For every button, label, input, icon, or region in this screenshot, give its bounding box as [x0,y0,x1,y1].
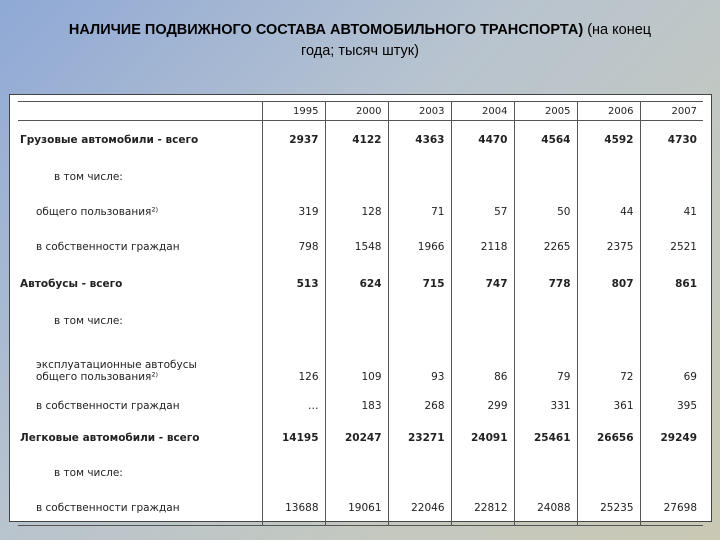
cell: 93 [388,339,451,391]
cell [451,303,514,339]
header-blank [18,102,262,121]
cell: 513 [262,265,325,303]
cell: 14195 [262,421,325,455]
cell: 24091 [451,421,514,455]
cell: 361 [577,391,640,421]
year-header: 2007 [640,102,703,121]
cell: 71 [388,194,451,230]
cell [325,160,388,194]
row-label: Автобусы - всего [20,277,123,290]
table-row [18,303,703,339]
year-header: 2003 [388,102,451,121]
table-row [18,421,703,455]
cell: 747 [451,265,514,303]
table-row [18,160,703,194]
cell: 4122 [325,121,388,160]
year-header: 1995 [262,102,325,121]
cell: 624 [325,265,388,303]
cell: 72 [577,339,640,391]
cell: 25235 [577,491,640,526]
row-label: в том числе: [54,314,123,327]
year-header: 2004 [451,102,514,121]
data-table [18,101,703,526]
cell: … [262,391,325,421]
cell: 1548 [325,230,388,265]
row-label: Легковые автомобили - всего [20,431,200,444]
cell: 79 [514,339,577,391]
cell [325,303,388,339]
table-sheet [9,94,712,522]
cell [640,455,703,491]
cell: 44 [577,194,640,230]
cell: 319 [262,194,325,230]
cell [388,160,451,194]
cell [577,303,640,339]
cell [262,455,325,491]
table-row [18,230,703,265]
cell [514,455,577,491]
cell [514,160,577,194]
row-label: общего пользования²⁾ [36,205,159,218]
year-header: 2000 [325,102,388,121]
cell: 126 [262,339,325,391]
cell: 86 [451,339,514,391]
cell: 109 [325,339,388,391]
cell: 4363 [388,121,451,160]
cell: 395 [640,391,703,421]
cell: 4592 [577,121,640,160]
cell: 4730 [640,121,703,160]
cell: 22812 [451,491,514,526]
cell: 331 [514,391,577,421]
cell: 798 [262,230,325,265]
cell: 27698 [640,491,703,526]
cell: 2937 [262,121,325,160]
cell [388,303,451,339]
table-row [18,265,703,303]
cell: 57 [451,194,514,230]
row-label: в том числе: [54,466,123,479]
cell: 4470 [451,121,514,160]
cell: 715 [388,265,451,303]
title-subtitle: (на конец года; тысяч штук) [301,22,652,59]
cell: 19061 [325,491,388,526]
table-row [18,194,703,230]
table-row [18,121,703,160]
cell: 23271 [388,421,451,455]
cell: 1966 [388,230,451,265]
table-row [18,391,703,421]
cell [451,455,514,491]
cell [514,303,577,339]
header-row [18,102,703,121]
cell: 2375 [577,230,640,265]
cell [262,160,325,194]
row-label: в собственности граждан [36,241,180,253]
cell: 25461 [514,421,577,455]
cell: 13688 [262,491,325,526]
year-header: 2006 [577,102,640,121]
title-bold: НАЛИЧИЕ ПОДВИЖНОГО СОСТАВА АВТОМОБИЛЬНОГО ТРАНСПОРТА) [68,22,584,38]
cell: 2265 [514,230,577,265]
cell [577,160,640,194]
cell [577,455,640,491]
cell: 268 [388,391,451,421]
cell: 20247 [325,421,388,455]
page-title [60,20,660,62]
cell: 4564 [514,121,577,160]
row-label: в собственности граждан [18,491,262,526]
cell: 128 [325,194,388,230]
table-row [18,339,703,391]
cell [388,455,451,491]
row-label: в том числе: [54,170,123,183]
cell: 50 [514,194,577,230]
cell: 183 [325,391,388,421]
cell [325,455,388,491]
cell [262,303,325,339]
cell: 2118 [451,230,514,265]
cell: 299 [451,391,514,421]
row-label [18,339,262,391]
cell [640,303,703,339]
year-header: 2005 [514,102,577,121]
cell: 778 [514,265,577,303]
cell: 24088 [514,491,577,526]
cell: 29249 [640,421,703,455]
cell: 41 [640,194,703,230]
row-label: в собственности граждан [36,399,180,412]
row-label: Грузовые автомобили - всего [20,134,199,147]
cell: 2521 [640,230,703,265]
cell: 22046 [388,491,451,526]
table-row [18,491,703,526]
cell: 69 [640,339,703,391]
table-row [18,455,703,491]
row-label-line: эксплуатационные автобусы [36,358,197,371]
cell: 807 [577,265,640,303]
row-label-line: общего пользования²⁾ [36,370,159,383]
cell: 861 [640,265,703,303]
cell [640,160,703,194]
cell [451,160,514,194]
cell: 26656 [577,421,640,455]
